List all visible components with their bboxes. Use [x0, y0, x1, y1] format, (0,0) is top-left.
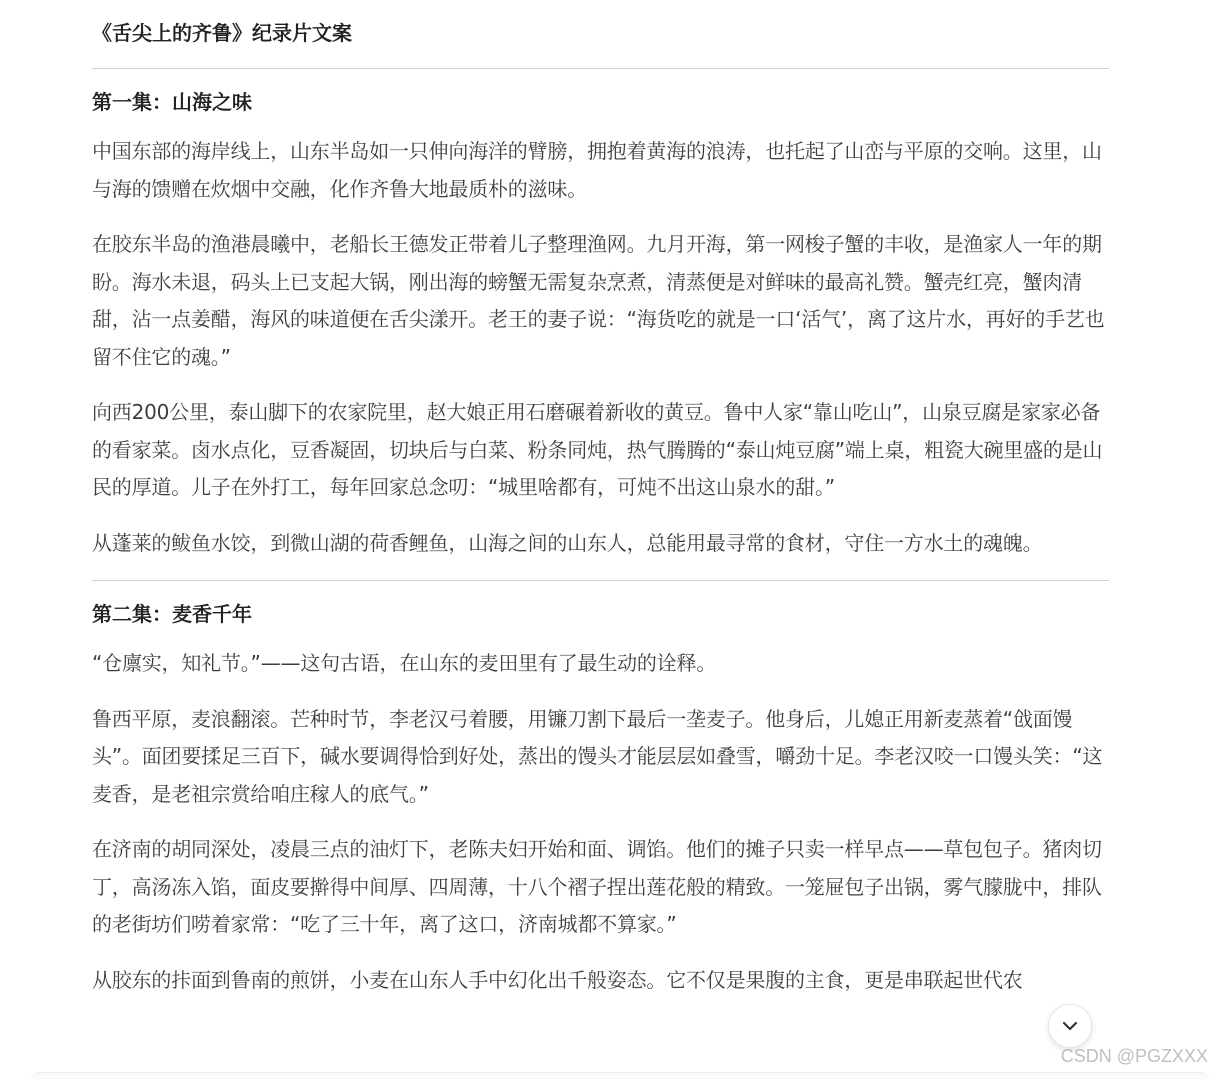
- paragraph: 在济南的胡同深处，凌晨三点的油灯下，老陈夫妇开始和面、调馅。他们的摊子只卖一样早点——草包包子。猪肉切丁，高汤冻入馅，面皮要擀得中间厚、四周薄，十八个褶子捏出莲花般的精致。一笼屉包子出锅，雾气朦胧中，排队的老街坊们唠着家常：“吃了三十年，离了这口，济南城都不算家。”: [92, 837, 1102, 936]
- paragraph: 向西200公里，泰山脚下的农家院里，赵大娘正用石磨碾着新收的黄豆。鲁中人家“靠山吃山”，山泉豆腐是家家必备的看家菜。卤水点化，豆香凝固，切块后与白菜、粉条同炖，热气腾腾的“泰山炖豆腐”端上桌，粗瓷大碗里盛的是山民的厚道。儿子在外打工，每年回家总念叨：“城里啥都有，可炖不出这山泉水的甜。”: [92, 400, 1103, 499]
- section-heading: 第二集：麦香千年: [92, 602, 252, 626]
- paragraph: “仓廪实，知礼节。”——这句古语，在山东的麦田里有了最生动的诠释。: [92, 651, 717, 675]
- watermark: CSDN @PGZXXX: [1060, 1046, 1208, 1066]
- divider: [92, 580, 1109, 581]
- section-episode-2: [92, 595, 1109, 999]
- scroll-down-button[interactable]: [1048, 1004, 1092, 1048]
- paragraph: 中国东部的海岸线上，山东半岛如一只伸向海洋的臂膀，拥抱着黄海的浪涛，也托起了山峦与平原的交响。这里，山与海的馈赠在炊烟中交融，化作齐鲁大地最质朴的滋味。: [92, 139, 1102, 201]
- section-episode-1: [92, 83, 1109, 562]
- paragraph: 鲁西平原，麦浪翻滚。芒种时节，李老汉弓着腰，用镰刀割下最后一垄麦子。他身后，儿媳正用新麦蒸着“戗面馒头”。面团要揉足三百下，碱水要调得恰到好处，蒸出的馒头才能层层如叠雪，嚼劲十足。李老汉咬一口馒头笑：“这麦香，是老祖宗赏给咱庄稼人的底气。”: [92, 706, 1103, 806]
- divider: [92, 68, 1109, 69]
- section-heading: 第一集：山海之味: [92, 90, 252, 114]
- article-content: [92, 14, 1109, 1017]
- page-title: 《舌尖上的齐鲁》纪录片文案: [92, 21, 352, 45]
- chevron-down-icon: [1060, 1016, 1080, 1036]
- paragraph: 从胶东的拤面到鲁南的煎饼，小麦在山东人手中幻化出千般姿态。它不仅是果腹的主食，更是串联起世代农: [92, 967, 1023, 992]
- bottom-toolbar-edge: [30, 1072, 1210, 1079]
- paragraph: 在胶东半岛的渔港晨曦中，老船长王德发正带着儿子整理渔网。九月开海，第一网梭子蟹的丰收，是渔家人一年的期盼。海水未退，码头上已支起大锅，刚出海的螃蟹无需复杂烹煮，清蒸便是对鲜味的最高礼赞。蟹壳红亮，蟹肉清甜，沾一点姜醋，海风的味道便在舌尖漾开。老王的妻子说：“海货吃的就是一口‘活气’，离了这片水，再好的手艺也留不住它的魂。”: [92, 232, 1105, 369]
- paragraph: 从蓬莱的鲅鱼水饺，到微山湖的荷香鲤鱼，山海之间的山东人，总能用最寻常的食材，守住一方水土的魂魄。: [92, 530, 1043, 555]
